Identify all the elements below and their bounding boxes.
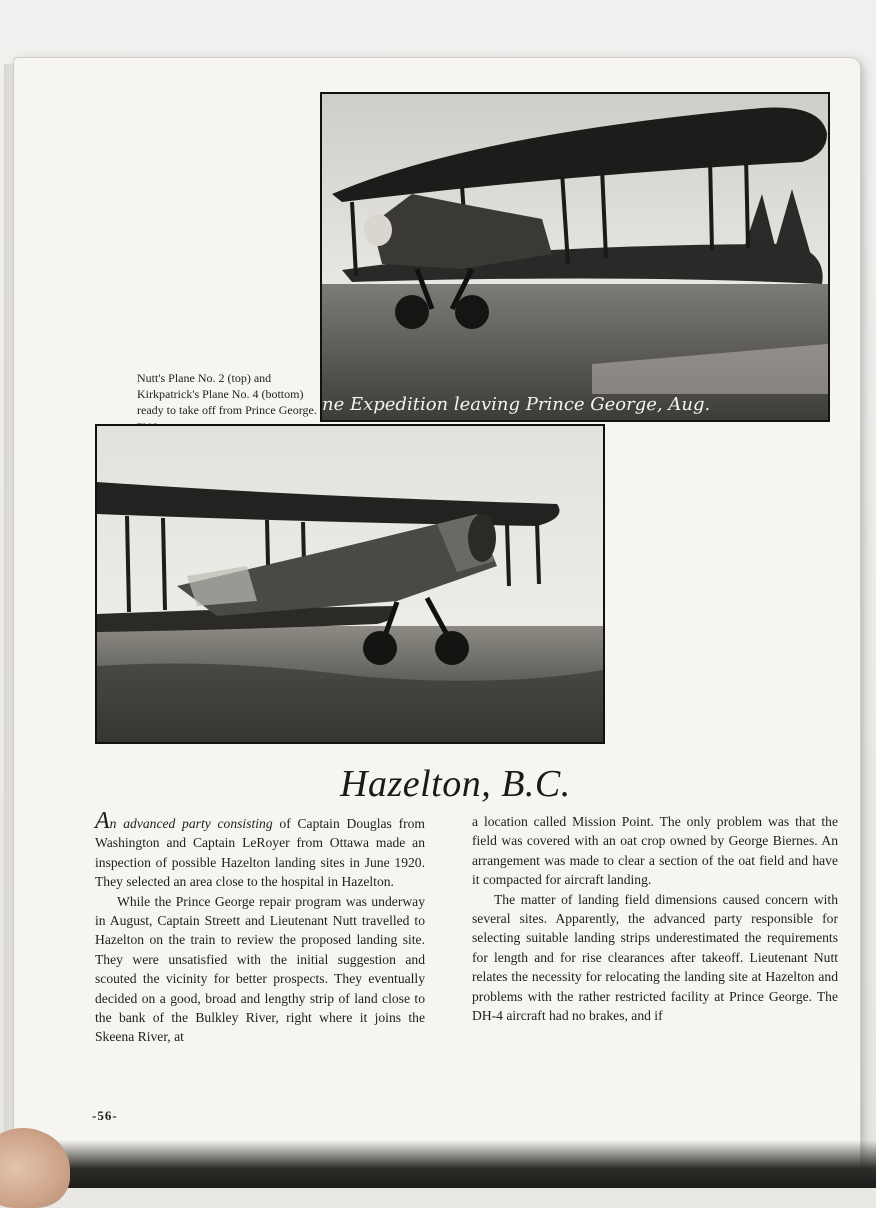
dropcap: A — [95, 808, 110, 834]
paragraph-text: of Captain Douglas from Washington and Captain LeRoyer from Ottawa made an inspection of possible Hazelton landing sites in June 1920. They selected an area close to the hospital in Hazelton. — [95, 816, 425, 890]
text-column-left — [95, 808, 425, 1047]
photo-plane-no-2 — [320, 92, 830, 422]
paragraph: a location called Mission Point. The only problem was that the field was covered with an oat crop owned by George Biernes. An arrangement was made to clear a section of the oat field and have it compacted for aircraft landing. — [472, 814, 838, 888]
page-number: -56- — [92, 1108, 118, 1123]
paragraph: The matter of landing field dimensions caused concern with several sites. Apparently, the advanced party responsible for selecting suitable landing strips underestimated the requirements for length and for rise clearances after takeoff. Lieutenant Nutt relates the necessity for relocating the landing site at Hazelton and problems with the rather restricted facility at Prince George. The DH-4 aircraft had no brakes, and if — [472, 891, 838, 1024]
biplane-top-illustration — [322, 94, 828, 420]
photo-plane-no-4 — [95, 424, 605, 744]
paragraph — [95, 808, 425, 892]
biplane-bottom-illustration — [97, 426, 603, 742]
caption-text: Nutt's Plane No. 2 (top) and Kirkpatrick's Plane No. 4 (bottom) ready to take off from Prince George. — [137, 371, 317, 417]
photo-handwritten-note: ne Expedition leaving Prince George, Aug. — [322, 394, 711, 415]
book-binding-shadow — [0, 1140, 876, 1188]
text-column-right — [472, 812, 838, 1025]
lead-italic: n advanced party consisting — [109, 816, 273, 831]
paragraph: While the Prince George repair program was underway in August, Captain Streett and Lieutenant Nutt travelled to Hazelton on the train to review the proposed landing site. They were unsatisfied with the initial suggestion and scouted the vicinity for better prospects. They eventually decided on a good, broad and lengthy strip of land close to the bank of the Bulkley River, right where it joins the Skeena River, at — [95, 893, 425, 1045]
section-title: Hazelton, B.C. — [340, 763, 571, 805]
